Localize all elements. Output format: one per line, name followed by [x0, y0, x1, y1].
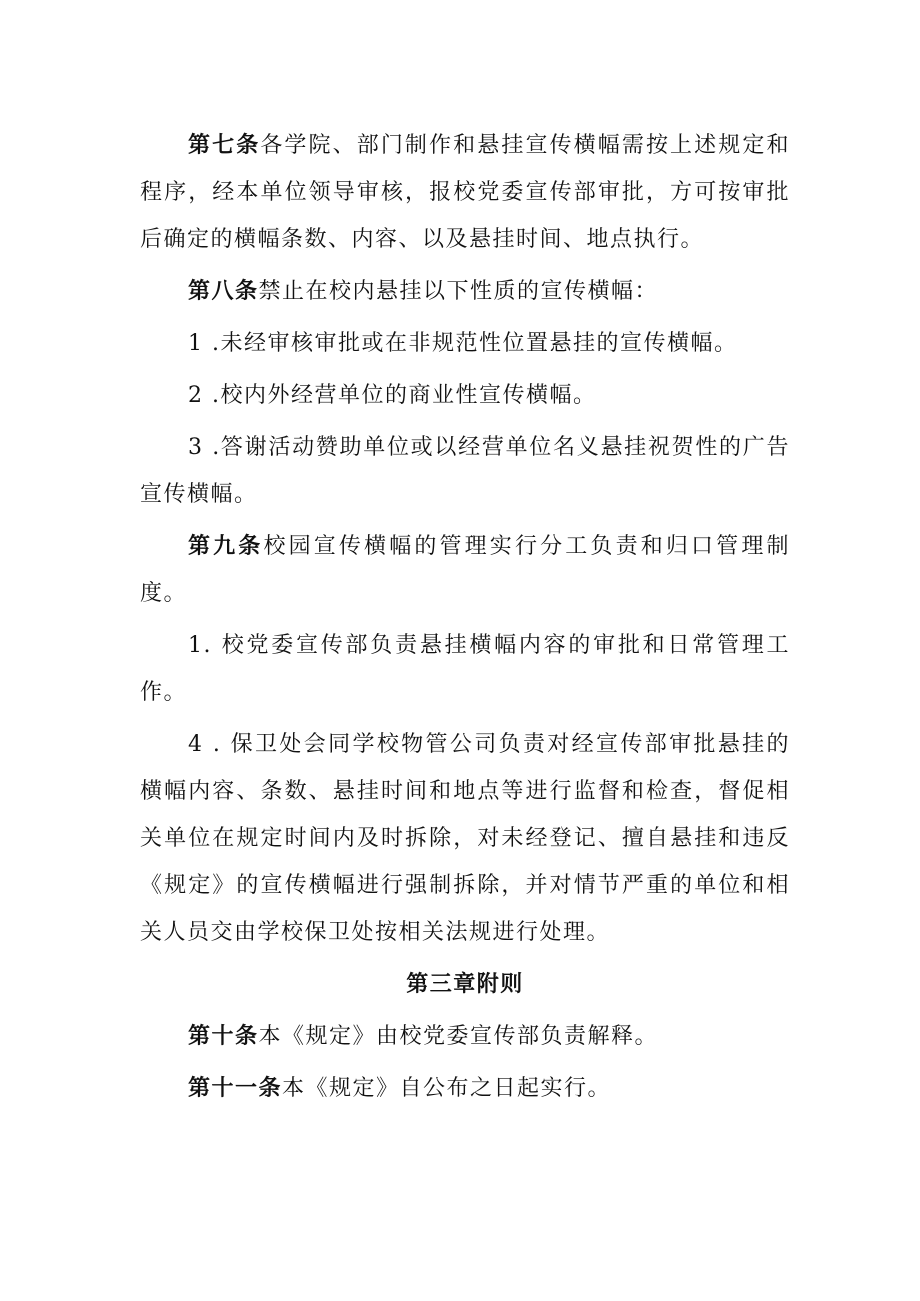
article-7-lead: 第七条: [188, 133, 261, 158]
article-7: [140, 122, 790, 263]
article-8-item-3: 3 .答谢活动赞助单位或以经营单位名义悬挂祝贺性的广告宣传横幅。: [140, 435, 790, 507]
article-10-text: 本《规定》由校党委宣传部负责解释。: [258, 1024, 659, 1049]
article-9: [140, 523, 790, 617]
article-8-item-1: 1 .未经审核审批或在非规范性位置悬挂的宣传横幅。: [188, 331, 738, 356]
article-11-text: 本《规定》自公布之日起实行。: [282, 1076, 612, 1101]
article-9-item-1: 1. 校党委宣传部负责悬挂横幅内容的审批和日常管理工作。: [140, 633, 790, 705]
article-11-lead: 第十一条: [188, 1076, 283, 1101]
article-10: [140, 1013, 790, 1060]
article-8-lead: 第八条: [188, 279, 259, 304]
article-8-text: 禁止在校内悬挂以下性质的宣传横幅：: [258, 279, 659, 304]
article-9-item-4: 4 . 保卫处会同学校物管公司负责对经宣传部审批悬挂的横幅内容、条数、悬挂时间和地点等进行监督和检查，督促相关单位在规定时间内及时拆除，对未经登记、擅自悬挂和违反《规定》的宣传横幅进行强制拆除，并对情节严重的单位和相关人员交由学校保卫处按相关法规进行处理。: [140, 732, 790, 945]
article-8-item-2: 2 .校内外经营单位的商业性宣传横幅。: [188, 383, 597, 408]
article-8: [140, 268, 790, 315]
article-9-lead: 第九条: [188, 534, 264, 559]
article-11: [140, 1065, 790, 1112]
document-page: [140, 122, 790, 1112]
chapter-3-heading: 第三章附则: [406, 972, 524, 997]
article-10-lead: 第十条: [188, 1024, 259, 1049]
article-9-text: 校园宣传横幅的管理实行分工负责和归口管理制度。: [140, 534, 790, 606]
article-7-text: 各学院、部门制作和悬挂宣传横幅需按上述规定和程序，经本单位领导审核，报校党委宣传部审批，方可按审批后确定的横幅条数、内容、以及悬挂时间、地点执行。: [140, 133, 790, 252]
